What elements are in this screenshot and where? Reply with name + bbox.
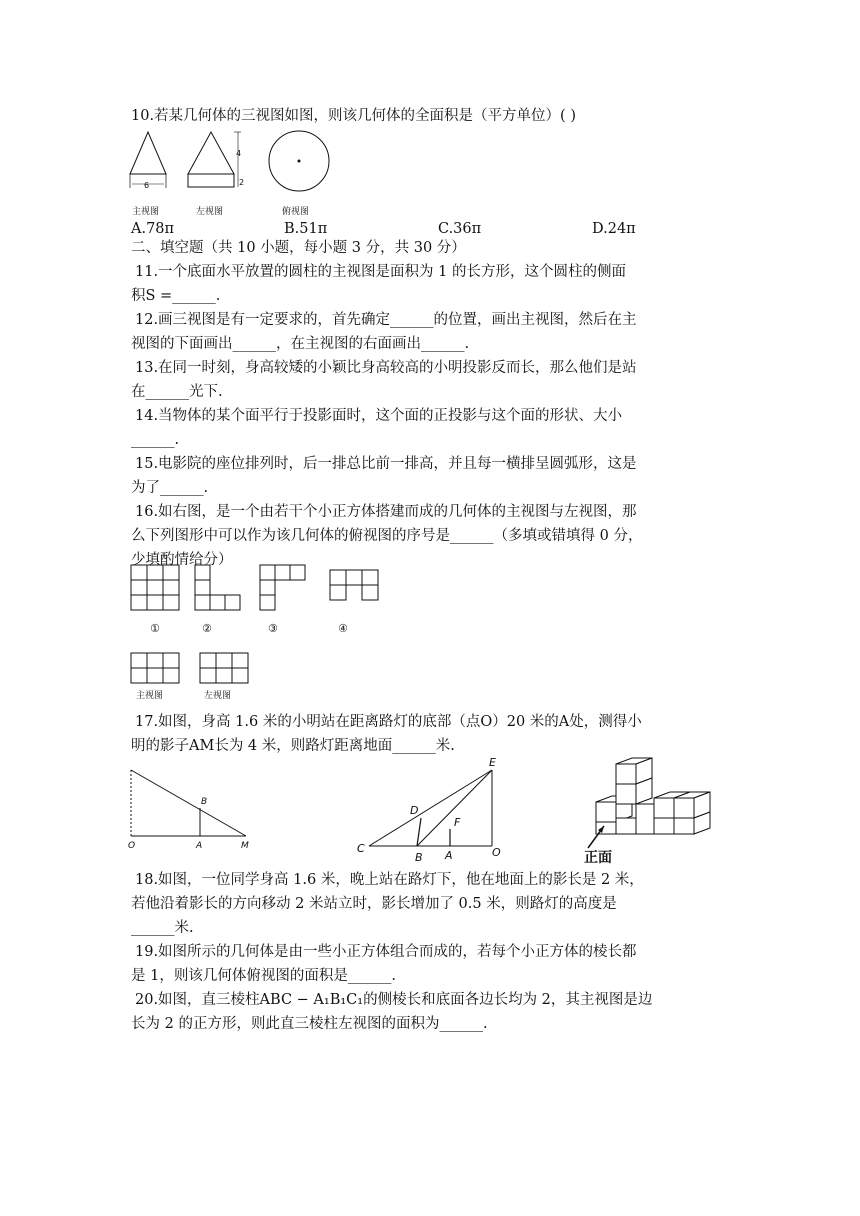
- option-1-grid: [131, 565, 179, 610]
- front-view-label: 主视图: [136, 691, 164, 701]
- point-o-label: O: [128, 841, 136, 851]
- q10-option-b: B.51π: [284, 221, 328, 237]
- point-b-label: B: [415, 851, 423, 864]
- q16-line-3: 少填酌情给分）: [131, 552, 233, 568]
- q13-line-1: 13.在同一时刻，身高较矮的小颖比身高较高的小明投影反而长，那么他们是站: [135, 360, 637, 376]
- point-a-label: A: [196, 841, 203, 851]
- point-a-label: A: [445, 849, 453, 862]
- q10-option-d: D.24π: [592, 221, 636, 237]
- q20-line-1: 20.如图，直三棱柱ABC − A₁B₁C₁的侧棱长和底面各边长均为 2，其主视图是边: [135, 992, 653, 1008]
- option-3-grid: [260, 565, 305, 610]
- q15-line-2: 为了______.: [131, 480, 209, 496]
- option-4-label: ④: [338, 622, 348, 635]
- front-view-triangle: [130, 132, 166, 174]
- q19-line-2: 是 1，则该几何体俯视图的面积是______.: [131, 968, 396, 984]
- dim-base-label: 2: [239, 178, 245, 187]
- side-view-rect: [188, 174, 234, 187]
- q18-line-1: 18.如图，一位同学身高 1.6 米，晚上站在路灯下，他在地面上的影长是 2 米，: [135, 872, 644, 888]
- q18-line-2: 若他沿着影长的方向移动 2 米站立时，影长增加了 0.5 米，则路灯的高度是: [131, 896, 617, 912]
- side-view-triangle: [188, 132, 234, 174]
- side-view-label: 左视图: [204, 691, 232, 701]
- q16-views-figure: [128, 650, 258, 702]
- q16-line-2: 么下列图形中可以作为该几何体的俯视图的序号是______（多填或错填得 0 分，: [131, 528, 643, 544]
- q10-text: 10.若某几何体的三视图如图，则该几何体的全面积是（平方单位）( ): [131, 108, 576, 124]
- point-c-label: C: [357, 842, 365, 855]
- option-3-label: ③: [268, 622, 278, 635]
- point-m-label: M: [241, 841, 249, 851]
- q14-line-1: 14.当物体的某个面平行于投影面时，这个面的正投影与这个面的形状、大小: [135, 408, 623, 424]
- point-e-label: E: [489, 756, 496, 769]
- q10-figure: [126, 128, 346, 220]
- q10-option-a: A.78π: [131, 221, 175, 237]
- top-view-center-dot: [298, 160, 301, 163]
- front-view-grid: [131, 653, 179, 683]
- q15-line-1: 15.电影院的座位排列时，后一排总比前一排高，并且每一横排呈圆弧形，这是: [135, 456, 637, 472]
- q13-line-2: 在______光下.: [131, 384, 223, 400]
- q12-line-2: 视图的下面画出______，在主视图的右面画出______.: [131, 336, 470, 352]
- section-2-heading: 二、填空题（共 10 小题，每小题 3 分，共 30 分）: [131, 240, 466, 256]
- option-2-label: ②: [202, 622, 212, 635]
- point-b-label: B: [201, 797, 208, 807]
- q18-figure: [355, 756, 515, 864]
- q14-line-2: ______.: [131, 432, 180, 448]
- top-view-label: 俯视图: [282, 207, 310, 217]
- option-2-grid: [195, 565, 240, 610]
- side-view-label: 左视图: [196, 207, 224, 217]
- dim-width-label: 6: [144, 181, 150, 190]
- q17-line-2: 明的影子AM长为 4 米，则路灯距离地面______米.: [131, 738, 455, 754]
- q17-figure: [126, 766, 256, 852]
- q19-figure: [580, 756, 720, 866]
- option-1-label: ①: [150, 622, 160, 635]
- q12-line-1: 12.画三视图是有一定要求的，首先确定______的位置，画出主视图，然后在主: [135, 312, 637, 328]
- point-d-label: D: [410, 804, 419, 817]
- dim-height-label: 4: [236, 149, 242, 158]
- front-view-label: 主视图: [132, 207, 160, 217]
- point-o-label: O: [492, 846, 501, 859]
- front-face-label: 正面: [584, 850, 612, 866]
- option-4-grid: [330, 570, 378, 600]
- q17-line-1: 17.如图，身高 1.6 米的小明站在距离路灯的底部（点O）20 米的A处，测得小: [135, 714, 642, 730]
- point-f-label: F: [454, 816, 461, 829]
- q10-option-c: C.36π: [438, 221, 482, 237]
- q11-line-2: 积S =______.: [131, 288, 221, 304]
- q16-options-figure: [128, 562, 388, 638]
- side-view-grid: [200, 653, 248, 683]
- q16-line-1: 16.如右图，是一个由若干个小正方体搭建而成的几何体的主视图与左视图，那: [135, 504, 637, 520]
- q18-line-3: ______米.: [131, 920, 194, 936]
- q19-line-1: 19.如图所示的几何体是由一些小正方体组合而成的，若每个小正方体的棱长都: [135, 944, 637, 960]
- q11-line-1: 11.一个底面水平放置的圆柱的主视图是面积为 1 的长方形，这个圆柱的侧面: [135, 264, 627, 280]
- q20-line-2: 长为 2 的正方形，则此直三棱柱左视图的面积为______.: [131, 1016, 488, 1032]
